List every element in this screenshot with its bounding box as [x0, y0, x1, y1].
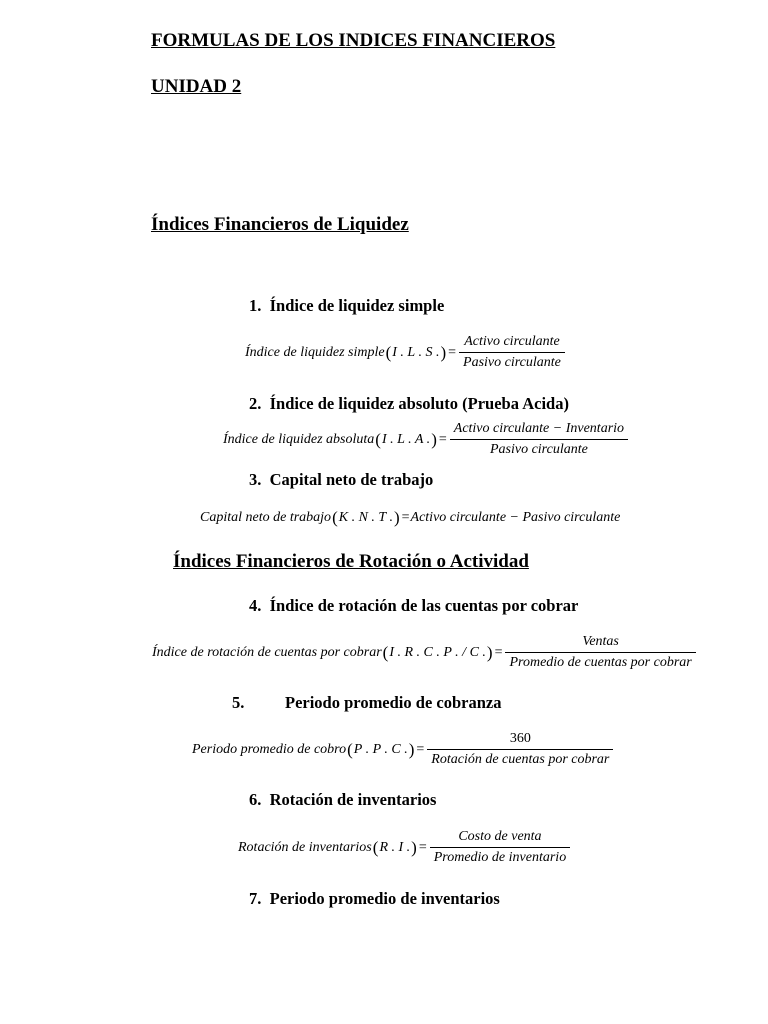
formula-ircpc: [152, 634, 696, 671]
item-number: 2.: [249, 394, 262, 413]
equals-sign: =: [416, 741, 425, 757]
formula-abbr: P . P . C .: [353, 741, 408, 757]
close-paren: ): [408, 739, 415, 759]
formula-ila: [223, 421, 628, 458]
item-title: Índice de rotación de las cuentas por cobrar: [269, 596, 579, 615]
formula-lhs: Índice de liquidez absoluta: [223, 431, 375, 447]
item-heading-7: [249, 889, 500, 909]
fraction: [505, 634, 695, 671]
fraction: [459, 334, 565, 371]
numerator: Activo circulante: [464, 334, 560, 349]
formula-lhs: Índice de liquidez simple: [245, 344, 385, 360]
formula-ils: [245, 334, 565, 371]
section-heading-liquidez: Índices Financieros de Liquidez: [151, 214, 409, 235]
open-paren: (: [382, 642, 389, 662]
denominator: Pasivo circulante: [450, 439, 628, 458]
numerator: Costo de venta: [458, 829, 542, 844]
close-paren: ): [411, 837, 417, 857]
item-number: 5.: [232, 693, 245, 712]
numerator: 360: [509, 731, 531, 746]
numerator: Ventas: [582, 634, 619, 649]
denominator: Promedio de cuentas por cobrar: [505, 652, 695, 671]
item-number: 6.: [249, 790, 262, 809]
close-paren: ): [440, 342, 447, 362]
fraction: [450, 421, 628, 458]
equals-sign: =: [418, 839, 427, 855]
open-paren: (: [347, 739, 353, 759]
document-title: FORMULAS DE LOS INDICES FINANCIEROS: [151, 30, 556, 51]
item-title: Rotación de inventarios: [269, 790, 437, 809]
item-heading-2: [249, 394, 569, 414]
formula-knt: [200, 508, 620, 528]
close-paren: ): [486, 642, 493, 662]
item-title: Índice de liquidez simple: [269, 296, 445, 315]
formula-abbr: R . I .: [379, 839, 411, 855]
numerator: Activo circulante − Inventario: [453, 421, 625, 436]
item-heading-1: [249, 296, 444, 316]
formula-ppc: [192, 731, 613, 768]
item-heading-3: [249, 470, 433, 490]
equals-sign: =: [438, 431, 447, 447]
formula-lhs: Rotación de inventarios: [238, 839, 372, 855]
equals-sign: =: [494, 644, 503, 660]
item-number: 4.: [249, 596, 262, 615]
item-heading-5: [232, 693, 501, 713]
fraction: [430, 829, 570, 866]
item-number: 3.: [249, 470, 262, 489]
item-heading-4: [249, 596, 578, 616]
fraction: [427, 731, 613, 768]
formula-lhs: Capital neto de trabajo: [200, 510, 332, 525]
item-number: 7.: [249, 889, 262, 908]
item-title: Capital neto de trabajo: [269, 470, 434, 489]
formula-abbr: K . N . T .: [338, 510, 393, 525]
formula-abbr: I . R . C . P . / C .: [389, 644, 486, 660]
item-heading-6: [249, 790, 436, 810]
open-paren: (: [372, 837, 379, 857]
formula-abbr: I . L . S .: [392, 344, 440, 360]
denominator: Pasivo circulante: [459, 352, 565, 371]
denominator: Promedio de inventario: [430, 847, 570, 866]
equals-sign: =: [401, 510, 410, 525]
formula-abbr: I . L . A .: [381, 431, 431, 447]
formula-lhs: Índice de rotación de cuentas por cobrar: [152, 644, 382, 660]
formula-lhs: Periodo promedio de cobro: [192, 741, 347, 757]
unit-title: UNIDAD 2: [151, 76, 242, 97]
open-paren: (: [375, 429, 381, 449]
item-title: Periodo promedio de inventarios: [269, 889, 500, 908]
item-title: Periodo promedio de cobranza: [285, 693, 502, 712]
close-paren: ): [393, 508, 400, 527]
section-heading-rotacion: Índices Financieros de Rotación o Actividad: [173, 551, 529, 572]
open-paren: (: [385, 342, 392, 362]
formula-rhs: Activo circulante − Pasivo circulante: [410, 510, 621, 525]
equals-sign: =: [448, 344, 457, 360]
denominator: Rotación de cuentas por cobrar: [427, 749, 613, 768]
open-paren: (: [332, 508, 338, 527]
formula-ri: [238, 829, 570, 866]
close-paren: ): [431, 429, 437, 449]
item-title: Índice de liquidez absoluto (Prueba Acida): [269, 394, 569, 413]
item-number: 1.: [249, 296, 262, 315]
